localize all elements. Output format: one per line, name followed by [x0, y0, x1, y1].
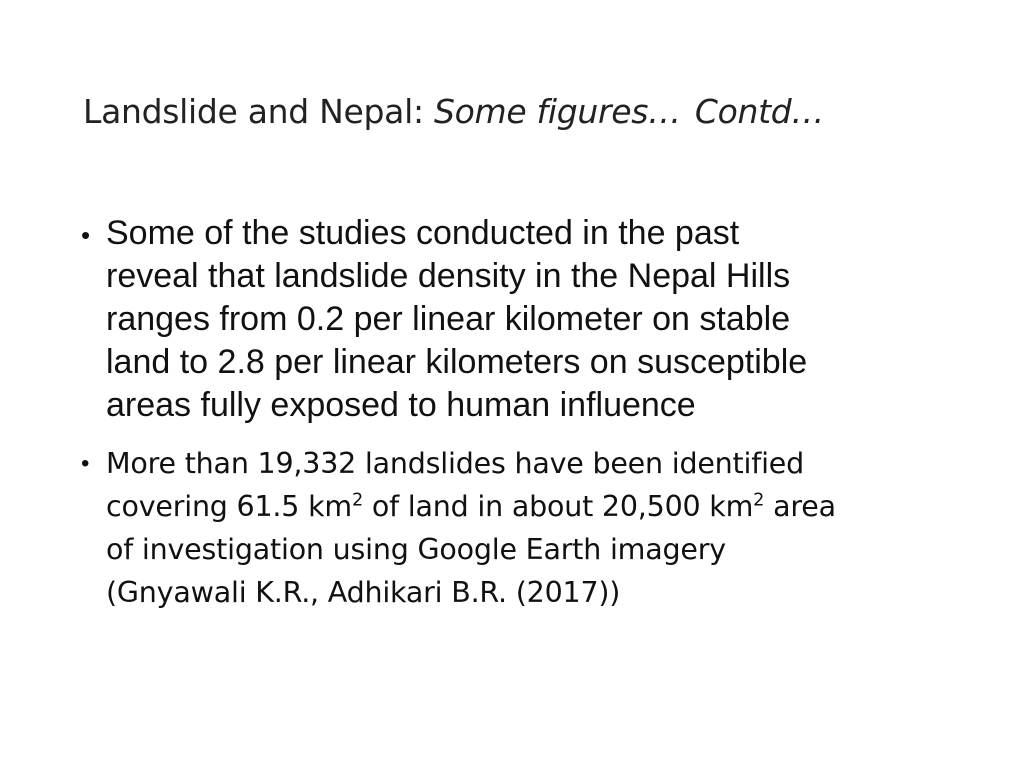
bullet-text-line: reveal that landslide density in the Nepal Hills: [106, 257, 791, 295]
bullet-text-line: [106, 485, 950, 528]
bullet-text-line: ranges from 0.2 per linear kilometer on stable: [106, 300, 791, 338]
bullet-dot-icon: •: [81, 450, 90, 477]
text-segment: of land in about 20,500 km: [363, 490, 754, 523]
bullet-item-landslide-count: [80, 442, 950, 614]
bullet-list: [80, 212, 950, 614]
bullet-text-line: land to 2.8 per linear kilometers on susceptible: [106, 343, 808, 381]
bullet-dot-icon: •: [81, 220, 91, 250]
title-lead: Landslide and Nepal:: [83, 92, 434, 131]
superscript: 2: [753, 490, 765, 511]
title-italic-contd: Contd…: [694, 92, 825, 131]
text-segment: covering 61.5 km: [106, 490, 352, 523]
bullet-text-line: areas fully exposed to human influence: [106, 386, 696, 424]
text-segment: area: [764, 490, 836, 523]
superscript: 2: [351, 490, 363, 511]
slide-title: [83, 92, 963, 131]
bullet-text-line: Some of the studies conducted in the past: [106, 214, 740, 252]
bullet-text-line: of investigation using Google Earth imagery: [106, 533, 726, 566]
bullet-text-line: More than 19,332 landslides have been identified: [106, 447, 805, 480]
title-italic-some-figures: Some figures…: [433, 92, 681, 131]
bullet-text-line: (Gnyawali K.R., Adhikari B.R. (2017)): [106, 576, 621, 609]
bullet-item-landslide-density: [80, 212, 950, 427]
